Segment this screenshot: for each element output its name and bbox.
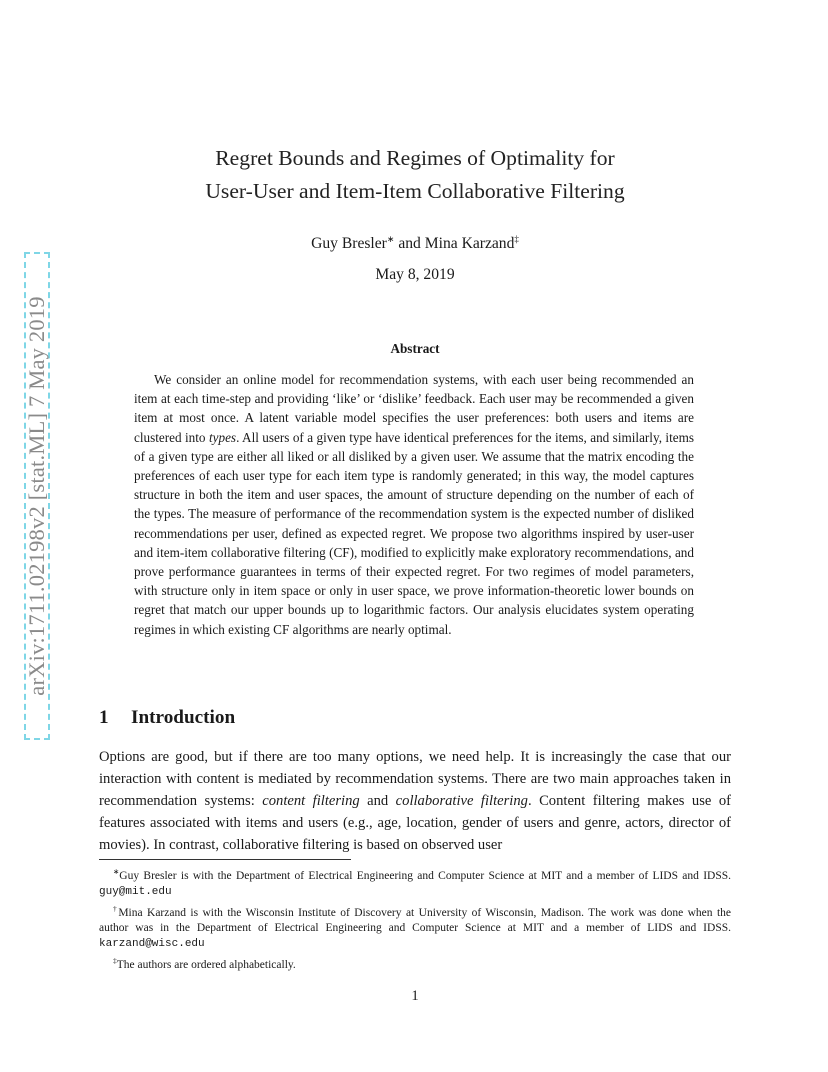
section-heading <box>99 705 235 731</box>
abstract-emphasis: types <box>208 429 237 445</box>
author-list <box>100 229 730 254</box>
footnote-text: Mina Karzand is with the Wisconsin Institute of Discovery at University of Wisconsin, Madison. The work was done when the author was in the Department of Electrical Engineering and Computer Science at MIT and a member of LIDS and IDSS. <box>99 906 732 934</box>
section-title: Introduction <box>131 707 236 728</box>
paper-title <box>100 142 730 208</box>
author-name: Guy Bresler <box>311 235 387 253</box>
publication-date: May 8, 2019 <box>375 266 455 283</box>
title-line-2: User-User and Item-Item Collaborative Filtering <box>205 179 625 203</box>
footnote-item <box>99 953 731 973</box>
abstract-text-part: . All users of a given type have identical preferences for the items, and similarly, items of a given type are either all liked or all disliked by a given user. We assume that the matrix encoding the preferences of each user type for each item type is randomly generated; in this way, the model captures structure in both the item and user spaces, the amount of structure depending on the number of each of the types. The measure of performance of the recommendation system is the expected number of disliked recommendations per user, defined as expected regret. We propose two algorithms inspired by user-user and item-item collaborative filtering (CF), modified to explicitly make exploratory recommendations, and prove performance guarantees in terms of their expected regret. For two regimes of model parameters, with structure only in item space or only in user space, we prove information-theoretic lower bounds on regret that match our upper bounds up to logarithmic factors. Our analysis elucidates system operating regimes in which existing CF algorithms are nearly optimal. <box>134 429 694 637</box>
footnote-mark[interactable]: ∗ <box>386 234 395 244</box>
abstract-text-part: We consider an online model for recommendation systems, with each user being recommended an item at each time-step and providing ‘like’ or ‘dislike’ feedback. Each user may be recommended a given item at most once. A latent variable model specifies the user preferences: both users and items are clustered into <box>134 372 694 445</box>
footnote-mark[interactable]: ‡ <box>514 234 519 244</box>
footnote-item <box>99 901 731 952</box>
abstract-text <box>134 370 694 639</box>
intro-text-part: and <box>359 793 396 809</box>
email-link[interactable]: karzand@wisc.edu <box>99 937 205 950</box>
email-link[interactable]: guy@mit.edu <box>99 885 172 898</box>
section-number: 1 <box>99 707 109 728</box>
footnote-item <box>99 864 731 900</box>
arxiv-identifier[interactable]: arXiv:1711.02198v2 [stat.ML] 7 May 2019 <box>24 296 49 696</box>
author-conjunction: and <box>394 235 425 253</box>
intro-emphasis: content filtering <box>262 793 360 809</box>
footnote-text: Guy Bresler is with the Department of Electrical Engineering and Computer Science at MIT and a member of LIDS and IDSS. <box>119 869 731 882</box>
intro-emphasis: collaborative filtering <box>395 793 528 809</box>
abstract-heading: Abstract <box>390 341 440 356</box>
footnote-text: The authors are ordered alphabetically. <box>116 958 296 971</box>
intro-text-part: Options are good, but if there are too many options, we need help. It is increasingly the case that our interaction with content is mediated by recommendation systems. There are two main approaches taken in recommendation systems: <box>99 749 731 809</box>
footnotes <box>99 864 731 973</box>
intro-text-part: . Content filtering makes use of features associated with items and users (e.g., age, location, gender of users and genre, actors, director of movies). In contrast, collaborative filtering is based on observed user <box>99 793 731 853</box>
footnote-mark: † <box>113 903 119 913</box>
footnote-mark: ∗ <box>113 867 120 876</box>
page-number: 1 <box>411 988 419 1004</box>
intro-paragraph <box>99 746 731 856</box>
footnote-divider <box>99 859 351 860</box>
author-name: Mina Karzand <box>424 235 515 253</box>
footnote-mark: ‡ <box>113 955 117 965</box>
title-line-1: Regret Bounds and Regimes of Optimality for <box>215 146 615 170</box>
